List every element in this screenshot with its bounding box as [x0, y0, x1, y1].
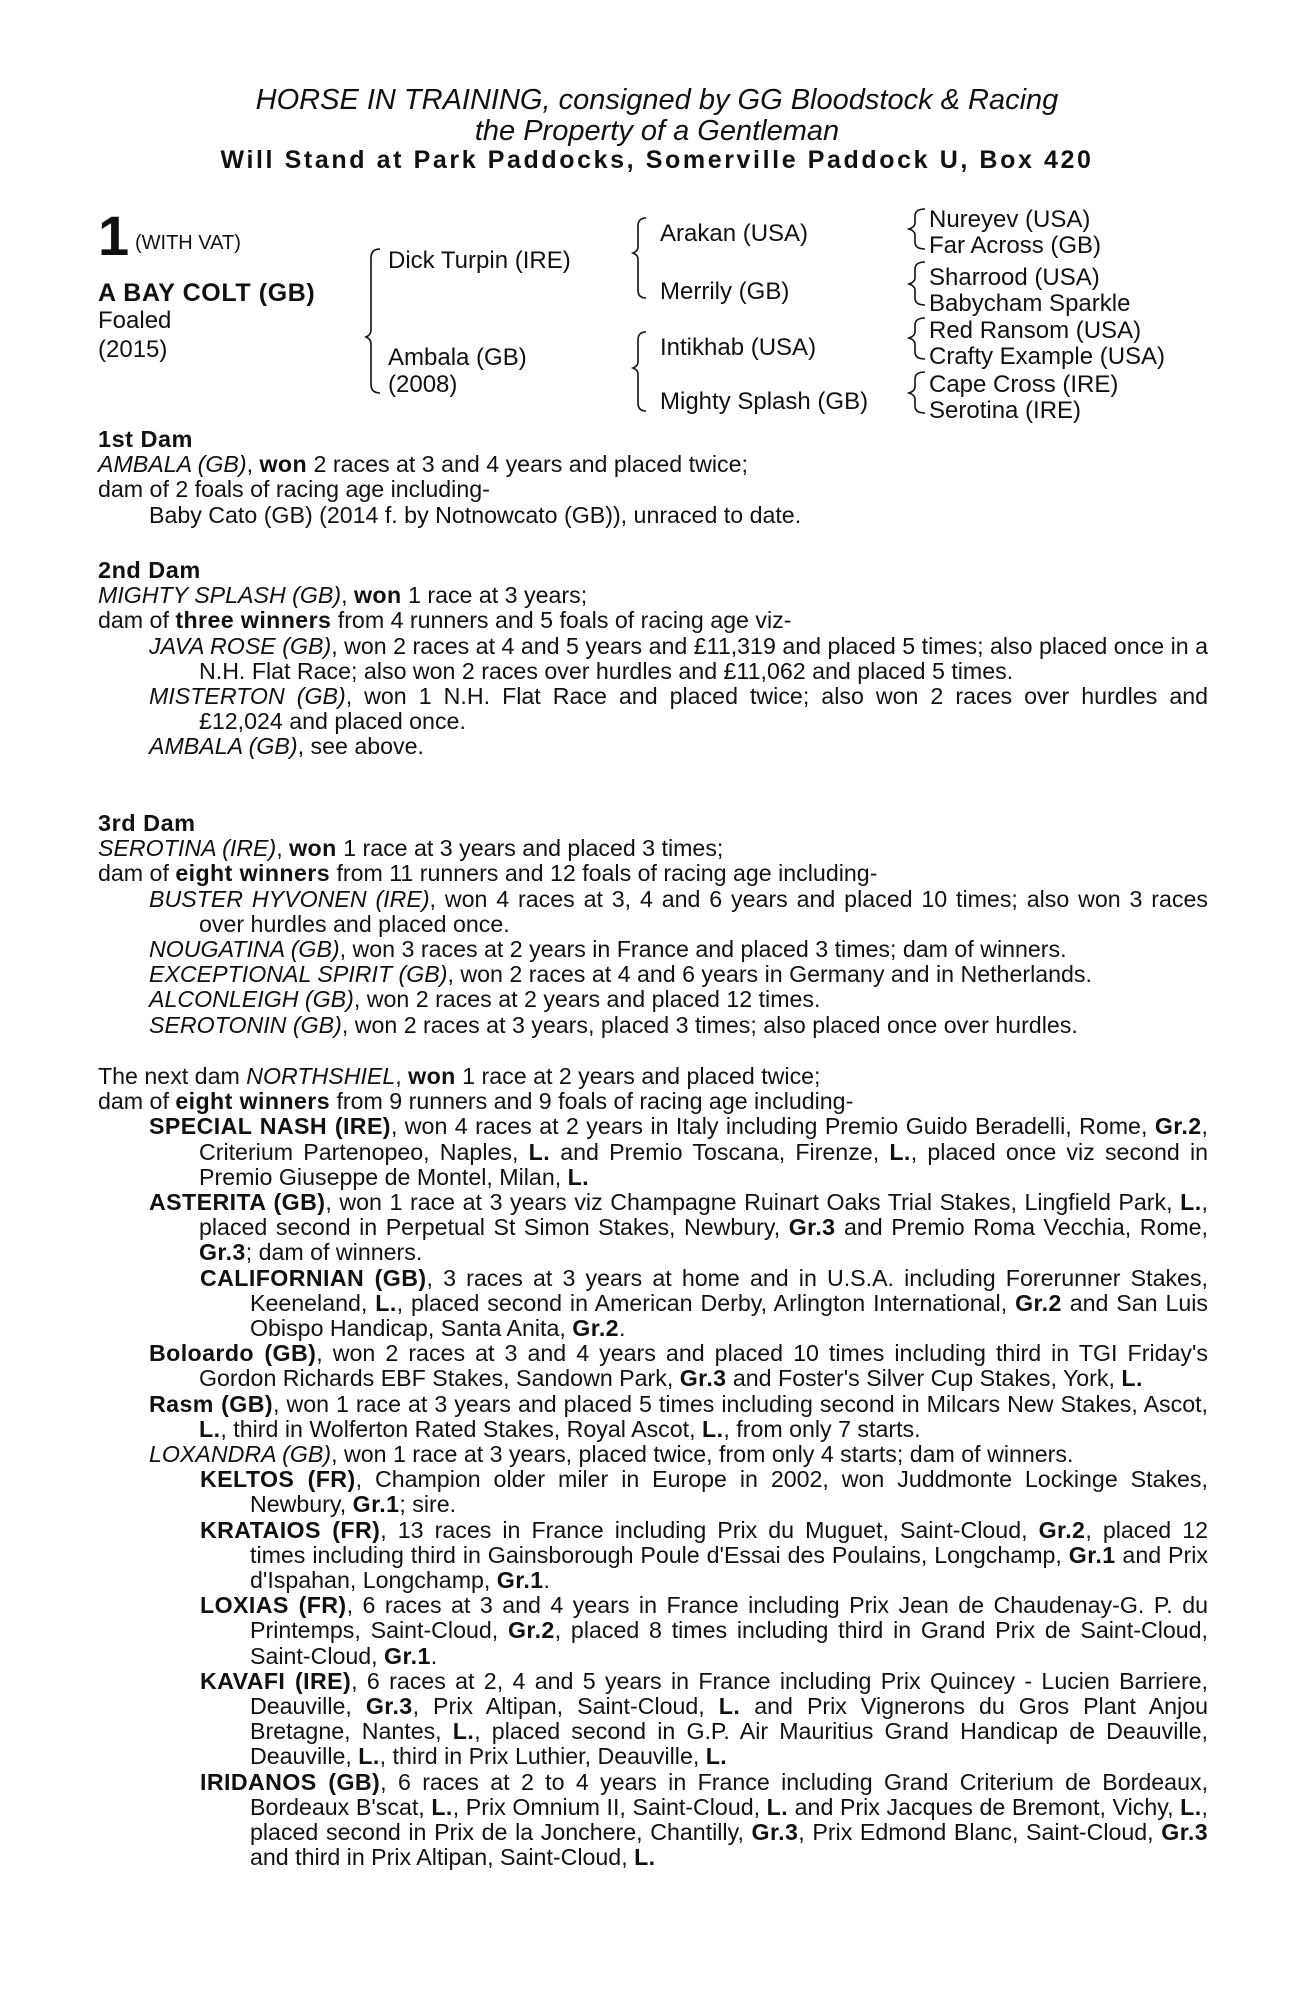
horse-record: and Foster's Silver Cup Stakes, York, — [726, 1365, 1122, 1392]
produce-entry — [98, 1013, 1208, 1038]
produce-entry — [98, 1669, 1208, 1770]
grade-label: Gr.3 — [365, 1693, 413, 1720]
horse-name: JAVA ROSE (GB) — [149, 632, 332, 659]
produce-entry — [98, 962, 1208, 987]
first-dam-section — [98, 427, 1208, 528]
produce-entry — [98, 1770, 1208, 1871]
first-dam-heading: 1st Dam — [98, 426, 193, 452]
second-dam-record-text: 1 race at 3 years; — [401, 582, 588, 609]
listed-label: L. — [1121, 1365, 1143, 1392]
horse-record: , placed second in American Derby, Arlington International, — [396, 1289, 1016, 1316]
next-dam-section — [98, 1064, 1208, 1871]
horse-name: IRIDANOS (GB) — [200, 1768, 381, 1795]
listed-label: L. — [889, 1138, 911, 1165]
horse-record: , won 2 races at 2 years and placed 12 times. — [353, 986, 821, 1013]
lot-title: A BAY COLT (GB) — [98, 279, 316, 307]
listed-label: L. — [718, 1693, 741, 1720]
horse-name: AMBALA (GB) — [149, 733, 298, 760]
won-label: won — [353, 582, 402, 609]
horse-name: Boloardo (GB) — [149, 1340, 317, 1367]
listed-label: L. — [375, 1289, 397, 1316]
second-dam-name: MIGHTY SPLASH (GB) — [98, 582, 342, 609]
next-dam-record-text: 1 race at 2 years and placed twice; — [455, 1063, 821, 1089]
horse-record: , from only 7 starts. — [723, 1415, 921, 1442]
produce-entry — [98, 1392, 1208, 1442]
produce-entry — [98, 987, 1208, 1012]
second-dam-produce-intro — [98, 608, 1208, 633]
produce-entry — [98, 1190, 1208, 1266]
separator: , — [395, 1063, 409, 1089]
second-dam-heading: 2nd Dam — [98, 557, 201, 583]
pedigree-sire: Dick Turpin (IRE) — [388, 247, 571, 274]
horse-name: KRATAIOS (FR) — [200, 1516, 381, 1543]
produce-entry — [98, 1266, 1208, 1342]
intro-text: The next dam — [98, 1063, 247, 1089]
horse-record: . — [430, 1642, 438, 1669]
third-dam-name: SEROTINA (IRE) — [98, 835, 277, 862]
horse-name: MISTERTON (GB) — [149, 683, 346, 710]
first-dam-name: AMBALA (GB) — [98, 451, 247, 478]
listed-label: L. — [358, 1743, 380, 1770]
grade-label: Gr.3 — [751, 1819, 799, 1846]
horse-name: Rasm (GB) — [149, 1390, 273, 1417]
produce-entry — [98, 887, 1208, 937]
lot-vat: (WITH VAT) — [135, 232, 241, 254]
horse-record: , 6 races at 3 and 4 years in France including Prix Jean de Chaudenay-G. P. du Printemps, Saint-Cloud, — [250, 1592, 1209, 1644]
produce-entry — [98, 1114, 1208, 1190]
horse-record: , Prix Edmond Blanc, Saint-Cloud, — [798, 1819, 1162, 1846]
horse-record: , 6 races at 2, 4 and 5 years in France including Prix Quincey - Lucien Barriere, Deauville, — [250, 1667, 1208, 1720]
pedigree-sire-dam: Merrily (GB) — [660, 278, 790, 305]
horse-record: , won 4 races at 2 years in Italy including Premio Guido Beradelli, Rome, — [390, 1113, 1155, 1140]
horse-name: LOXANDRA (GB) — [149, 1441, 332, 1468]
header-consignor: HORSE IN TRAINING, consigned by GG Bloodstock & Racing — [255, 84, 1059, 116]
separator: , — [276, 835, 290, 862]
winners-count: eight winners — [175, 1088, 330, 1115]
horse-record: , Criterium Partenopeo, Naples, — [199, 1113, 1208, 1165]
horse-record: , won 1 race at 3 years, placed twice, from only 4 starts; dam of winners. — [331, 1441, 1074, 1468]
grade-label: Gr.3 — [1161, 1819, 1208, 1846]
pedigree-dam-dam: Mighty Splash (GB) — [660, 388, 869, 415]
horse-record: . — [618, 1315, 626, 1342]
horse-name: LOXIAS (FR) — [200, 1592, 347, 1619]
horse-record: . — [543, 1567, 550, 1594]
horse-record: , third in Prix Luthier, Deauville, — [379, 1743, 706, 1770]
listed-label: L. — [1180, 1793, 1202, 1820]
third-dam-produce-intro — [98, 861, 1208, 886]
horse-name: KELTOS (FR) — [200, 1466, 356, 1493]
produce-entry — [98, 634, 1208, 684]
horse-record: , won 1 race at 3 years viz Champagne Ruinart Oaks Trial Stakes, Lingfield Park, — [325, 1189, 1181, 1216]
produce-entry — [98, 1442, 1208, 1467]
next-dam-record — [98, 1064, 1208, 1089]
horse-record: , Champion older miler in Europe in 2002, won Juddmonte Lockinge Stakes, Newbury, — [250, 1466, 1208, 1518]
intro-text-end: from 4 runners and 5 foals of racing age viz- — [331, 607, 792, 634]
first-dam-record — [98, 452, 1208, 477]
grade-label: Gr.1 — [384, 1642, 431, 1669]
horse-record: , Prix Altipan, Saint-Cloud, — [412, 1693, 719, 1720]
pedigree-sds: Sharrood (USA) — [929, 264, 1100, 291]
won-label: won — [408, 1063, 456, 1089]
winners-count: eight winners — [175, 860, 330, 887]
horse-name: ALCONLEIGH (GB) — [149, 986, 354, 1013]
first-dam-foal-entry: Baby Cato (GB) (2014 f. by Notnowcato (GB)), unraced to date. — [149, 501, 802, 528]
second-dam-record — [98, 583, 1208, 608]
horse-name: SPECIAL NASH (IRE) — [149, 1113, 391, 1140]
produce-entry — [98, 937, 1208, 962]
grade-label: Gr.2 — [1038, 1516, 1086, 1543]
pedigree-dss: Red Ransom (USA) — [929, 317, 1142, 344]
pedigree-sdd: Babycham Sparkle — [929, 290, 1131, 317]
horse-record: , won 2 races at 4 and 5 years and £11,319 and placed 5 times; also placed once in a N.H. Flat Race; also won 2 races over hurdles and £11,062 and placed 5 times. — [199, 632, 1208, 684]
horse-record: , third in Wolferton Rated Stakes, Royal Ascot, — [220, 1415, 702, 1442]
produce-entry — [98, 684, 1208, 734]
produce-entry — [98, 1341, 1208, 1391]
third-dam-record-text: 1 race at 3 years and placed 3 times; — [336, 835, 724, 862]
grade-label: Gr.3 — [199, 1239, 246, 1266]
listed-label: L. — [702, 1415, 724, 1442]
horse-record: and Prix Vignerons du Gros Plant Anjou Bretagne, Nantes, — [250, 1693, 1208, 1745]
first-dam-record-text: 2 races at 3 and 4 years and placed twice; — [307, 451, 748, 478]
listed-label: L. — [1180, 1189, 1202, 1216]
horse-record: , placed second in Perpetual St Simon Stakes, Newbury, — [199, 1189, 1208, 1241]
horse-name: NOUGATINA (GB) — [149, 936, 340, 963]
intro-text: dam of — [98, 1088, 176, 1115]
grade-label: Gr.1 — [352, 1491, 400, 1518]
horse-record: , placed once viz second in Premio Giuseppe de Montel, Milan, — [199, 1138, 1208, 1190]
horse-record: , placed second in G.P. Air Mauritius Grand Handicap de Deauville, Deauville, — [250, 1718, 1208, 1770]
listed-label: L. — [452, 1718, 475, 1745]
lot-foaled-label: Foaled — [98, 307, 172, 334]
horse-record: , placed 8 times including third in Grand Prix de Saint-Cloud, Saint-Cloud, — [250, 1617, 1208, 1669]
listed-label: L. — [766, 1793, 789, 1820]
horse-record: and San Luis Obispo Handicap, Santa Anita, — [250, 1289, 1208, 1342]
third-dam-section — [98, 811, 1208, 1038]
produce-entry — [98, 734, 1208, 759]
pedigree-dds: Cape Cross (IRE) — [929, 371, 1119, 398]
listed-label: L. — [431, 1793, 453, 1820]
horse-record: ; dam of winners. — [245, 1239, 423, 1266]
lot-foaled-year: (2015) — [98, 336, 168, 363]
grade-label: Gr.2 — [507, 1617, 555, 1644]
horse-record: and Prix Jacques de Bremont, Vichy, — [788, 1793, 1181, 1820]
pedigree-sss: Nureyev (USA) — [929, 206, 1091, 233]
intro-text: dam of — [98, 860, 176, 887]
listed-label: L. — [199, 1415, 221, 1442]
grade-label: Gr.3 — [788, 1214, 836, 1241]
pedigree-dam-sire: Intikhab (USA) — [660, 334, 817, 361]
horse-record: , placed 12 times including third in Gainsborough Poule d'Essai des Poulains, Longchamp, — [250, 1516, 1209, 1568]
third-dam-record — [98, 836, 1208, 861]
horse-record: , 3 races at 3 years at home and in U.S.A. including Forerunner Stakes, Keeneland, — [250, 1264, 1208, 1316]
horse-record: ; sire. — [399, 1491, 457, 1518]
horse-record: , won 3 races at 2 years in France and placed 3 times; dam of winners. — [339, 936, 1067, 963]
horse-record: , 13 races in France including Prix du Muguet, Saint-Cloud, — [380, 1516, 1039, 1543]
next-dam-produce-intro — [98, 1089, 1208, 1114]
horse-record: , won 2 races at 3 years, placed 3 times; also placed once over hurdles. — [341, 1011, 1078, 1038]
horse-name: ASTERITA (GB) — [149, 1189, 326, 1216]
second-dam-section — [98, 558, 1208, 760]
horse-record: , won 1 race at 3 years and placed 5 times including second in Milcars New Stakes, Ascot, — [273, 1390, 1209, 1417]
horse-name: BUSTER HYVONEN (IRE) — [149, 885, 430, 912]
horse-record: , won 4 races at 3, 4 and 6 years and placed 10 times; also won 3 races over hurdles and placed once. — [199, 885, 1208, 937]
produce-entry — [98, 1518, 1208, 1594]
header-property: the Property of a Gentleman — [474, 115, 840, 147]
won-label: won — [259, 451, 308, 478]
horse-record: , won 2 races at 4 and 6 years in Germany and in Netherlands. — [447, 961, 1092, 988]
listed-label: L. — [528, 1138, 551, 1165]
grade-label: Gr.1 — [1068, 1541, 1116, 1568]
horse-record: , won 2 races at 3 and 4 years and placed 10 times including third in TGI Friday's Gordon Richards EBF Stakes, Sandown Park, — [199, 1340, 1208, 1392]
horse-record: , won 1 N.H. Flat Race and placed twice; also won 2 races over hurdles and £12,024 and placed once. — [199, 683, 1209, 735]
produce-entry — [98, 1467, 1208, 1517]
pedigree-ddd: Serotina (IRE) — [929, 397, 1082, 424]
next-dam-name: NORTHSHIEL — [246, 1063, 396, 1089]
won-label: won — [289, 835, 337, 862]
pedigree-dsd: Crafty Example (USA) — [929, 343, 1166, 370]
pedigree-sire-sire: Arakan (USA) — [660, 220, 809, 247]
horse-name: EXCEPTIONAL SPIRIT (GB) — [149, 961, 448, 988]
listed-label: L. — [705, 1743, 728, 1770]
horse-name: CALIFORNIAN (GB) — [200, 1264, 427, 1291]
grade-label: Gr.2 — [1154, 1113, 1202, 1140]
grade-label: Gr.2 — [572, 1315, 619, 1342]
intro-text: dam of — [98, 607, 176, 634]
pedigree-dam-year: (2008) — [388, 371, 458, 398]
header-location: Will Stand at Park Paddocks, Somerville Paddock U, Box 420 — [220, 146, 1094, 174]
grade-label: Gr.3 — [679, 1365, 727, 1392]
horse-record: and Premio Toscana, Firenze, — [550, 1138, 890, 1165]
first-dam-produce-intro: dam of 2 foals of racing age including- — [98, 476, 490, 503]
produce-entry — [98, 1593, 1208, 1669]
horse-record: and Premio Roma Vecchia, Rome, — [835, 1214, 1208, 1241]
pedigree-ssd: Far Across (GB) — [929, 232, 1102, 259]
horse-record: , 6 races at 2 to 4 years in France including Grand Criterium de Bordeaux, Bordeaux B'scat, — [250, 1768, 1209, 1820]
horse-record: , placed second in Prix de la Jonchere, Chantilly, — [250, 1793, 1208, 1846]
horse-record: and Prix d'Ispahan, Longchamp, — [250, 1541, 1208, 1594]
grade-label: Gr.1 — [496, 1567, 544, 1594]
pedigree-dam: Ambala (GB) — [388, 344, 527, 371]
horse-record: , see above. — [297, 733, 424, 760]
third-dam-heading: 3rd Dam — [98, 810, 196, 836]
listed-label: L. — [634, 1844, 656, 1871]
intro-text-end: from 11 runners and 12 foals of racing age including- — [330, 860, 878, 887]
intro-text-end: from 9 runners and 9 foals of racing age including- — [330, 1088, 854, 1115]
lot-number: 1 — [98, 204, 130, 267]
listed-label: L. — [567, 1163, 590, 1190]
separator: , — [246, 451, 260, 478]
horse-name: KAVAFI (IRE) — [200, 1667, 352, 1694]
winners-count: three winners — [175, 607, 332, 634]
horse-record: and third in Prix Altipan, Saint-Cloud, — [250, 1844, 635, 1871]
horse-record: , Prix Omnium II, Saint-Cloud, — [452, 1793, 767, 1820]
grade-label: Gr.2 — [1015, 1289, 1062, 1316]
horse-name: SEROTONIN (GB) — [149, 1011, 342, 1038]
separator: , — [341, 582, 354, 609]
